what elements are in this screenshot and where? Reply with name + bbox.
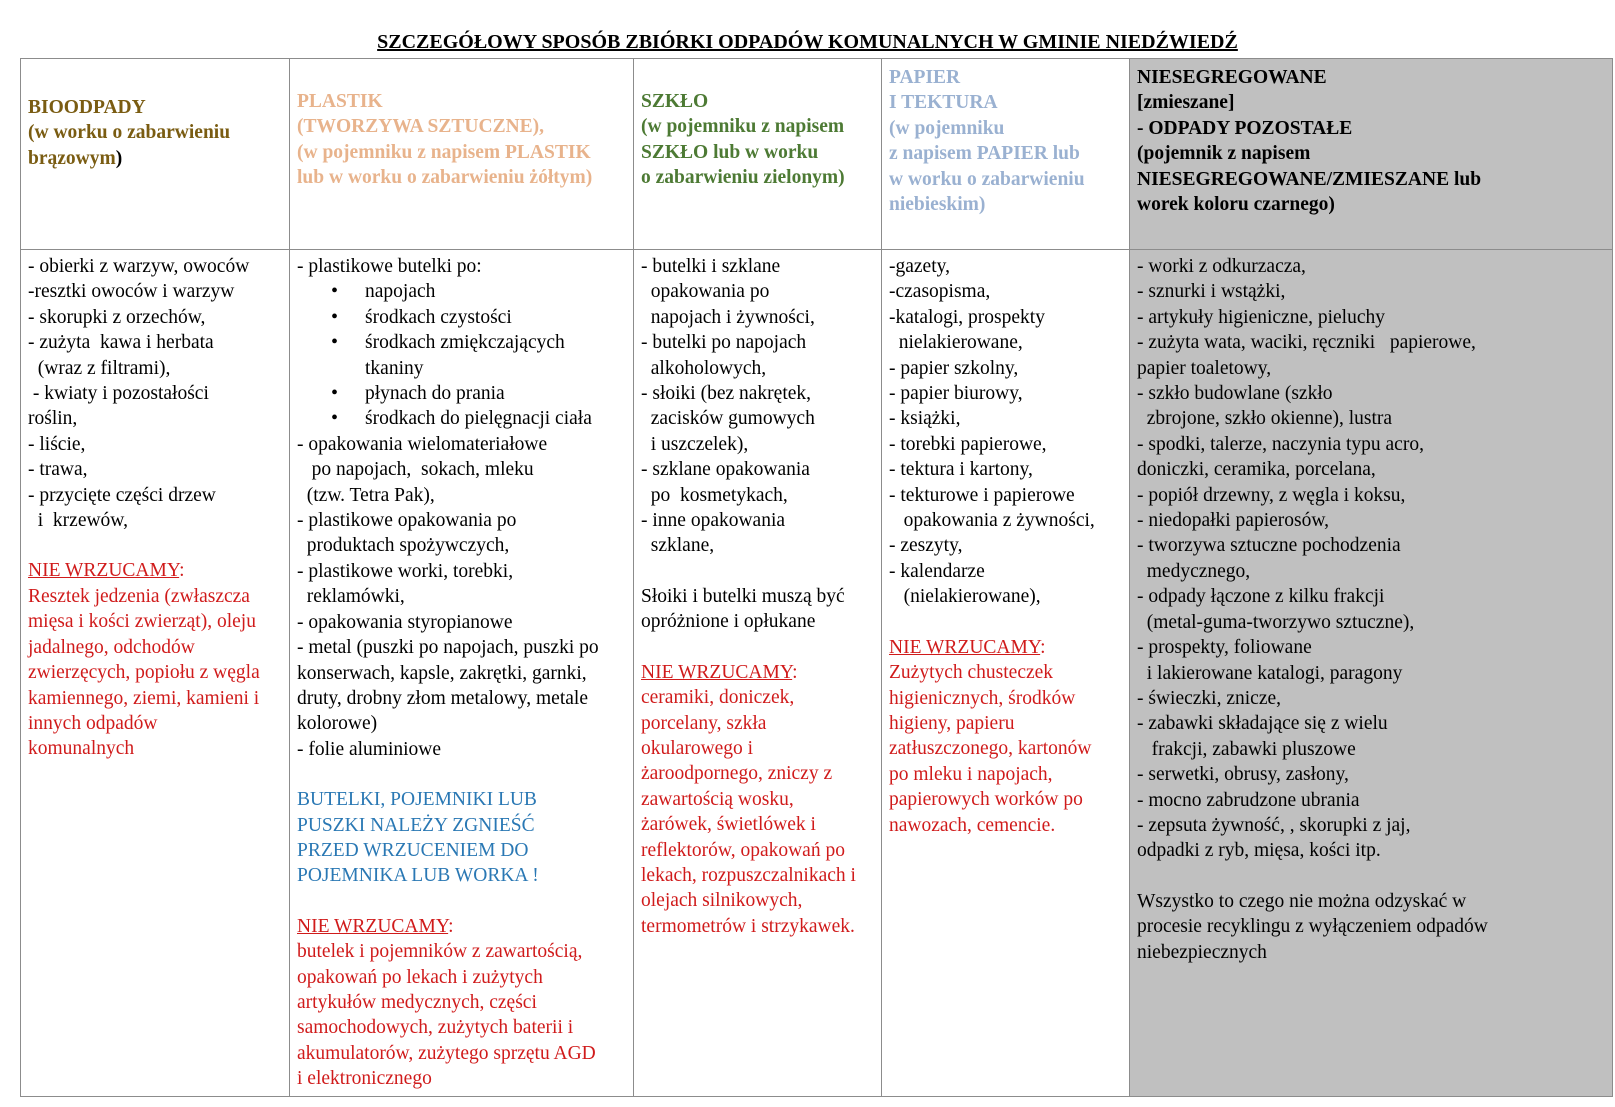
bullet-item: • środkach zmiękczających tkaniny bbox=[365, 330, 627, 381]
not-allowed-line: Resztek jedzenia (zwłaszcza bbox=[28, 585, 250, 607]
list-item: - szklane opakowania bbox=[641, 459, 810, 481]
note-line: PRZED WRZUCENIEM DO bbox=[297, 839, 529, 861]
nieseg-items bbox=[1137, 254, 1606, 864]
szklo-items bbox=[641, 254, 875, 559]
papier-not-allowed-list bbox=[889, 660, 1123, 838]
bullet-item: • płynach do prania bbox=[365, 381, 627, 406]
list-item: - spodki, talerze, naczynia typu acro, bbox=[1137, 433, 1424, 455]
list-item: zacisków gumowych bbox=[641, 408, 815, 430]
list-item: - tworzywa sztuczne pochodzenia bbox=[1137, 535, 1401, 557]
list-item: alkoholowych, bbox=[641, 357, 767, 379]
header-szklo-line: SZKŁO bbox=[641, 91, 709, 112]
list-item: - butelki po napojach bbox=[641, 332, 807, 354]
list-item: - butelki i szklane bbox=[641, 256, 781, 277]
content-plastik bbox=[290, 250, 634, 1097]
list-item: medycznego, bbox=[1137, 560, 1251, 582]
note-line: Wszystko to czego nie można odzyskać w bbox=[1137, 890, 1467, 912]
note-line: POJEMNIKA LUB WORKA ! bbox=[297, 865, 539, 887]
list-item: - trawa, bbox=[28, 459, 88, 481]
list-item: nielakierowane, bbox=[889, 332, 1023, 354]
header-bio-tail: ) bbox=[115, 147, 123, 169]
list-item: - zabawki składające się z wielu bbox=[1137, 713, 1388, 735]
not-allowed-heading: NIE WRZUCAMY bbox=[28, 560, 180, 582]
not-allowed-line: Zużytych chusteczek bbox=[889, 662, 1054, 684]
not-allowed-colon: : bbox=[1040, 636, 1046, 658]
header-bio-line-text: brązowym bbox=[28, 147, 116, 169]
list-item: - tekturowe i papierowe bbox=[889, 484, 1075, 506]
list-item: - liście, bbox=[28, 433, 86, 455]
plastik-bullets bbox=[297, 279, 627, 431]
list-item: - obierki z warzyw, owoców bbox=[28, 256, 250, 277]
header-papier-line: (w pojemniku bbox=[889, 117, 1005, 139]
list-item: - sznurki i wstążki, bbox=[1137, 281, 1286, 303]
not-allowed-line: żaroodpornego, zniczy z bbox=[641, 763, 833, 785]
list-item: - papier biurowy, bbox=[889, 383, 1023, 405]
list-item: - skorupki z orzechów, bbox=[28, 306, 206, 328]
list-item: -katalogi, prospekty bbox=[889, 306, 1045, 328]
header-papier bbox=[882, 59, 1130, 250]
nieseg-note bbox=[1137, 889, 1606, 965]
list-item: po kosmetykach, bbox=[641, 484, 788, 506]
not-allowed-line: papierowych worków po bbox=[889, 789, 1083, 811]
list-item: - mocno zabrudzone ubrania bbox=[1137, 789, 1360, 811]
list-item: i lakierowane katalogi, paragony bbox=[1137, 662, 1403, 684]
not-allowed-line: zawartością wosku, bbox=[641, 788, 794, 810]
list-item: doniczki, ceramika, porcelana, bbox=[1137, 459, 1376, 481]
list-item: frakcji, zabawki pluszowe bbox=[1137, 738, 1356, 760]
header-nieseg bbox=[1130, 59, 1613, 250]
list-item: - plastikowe opakowania po bbox=[297, 510, 517, 532]
list-item: - metal (puszki po napojach, puszki po bbox=[297, 637, 599, 659]
not-allowed-line: nawozach, cemencie. bbox=[889, 814, 1056, 836]
list-item: opakowania z żywności, bbox=[889, 510, 1095, 532]
header-bio-line bbox=[28, 146, 283, 171]
bio-not-allowed-label bbox=[28, 558, 283, 583]
bio-items bbox=[28, 254, 283, 533]
list-item: - popiół drzewny, z węgla i koksu, bbox=[1137, 484, 1406, 506]
list-item: (nielakierowane), bbox=[889, 586, 1041, 608]
list-item: - tektura i kartony, bbox=[889, 459, 1033, 481]
bullet-item: • napojach bbox=[365, 279, 627, 304]
list-item: - odpady łączone z kilku frakcji bbox=[1137, 586, 1385, 608]
list-item: - torebki papierowe, bbox=[889, 433, 1047, 455]
not-allowed-line: kamiennego, ziemi, kamieni i bbox=[28, 687, 260, 709]
not-allowed-line: i elektronicznego bbox=[297, 1068, 432, 1090]
content-bio bbox=[21, 250, 290, 1097]
list-item: - słoiki (bez nakrętek, bbox=[641, 383, 812, 405]
page-title: SZCZEGÓŁOWY SPOSÓB ZBIÓRKI ODPADÓW KOMUNALNYCH W GMINIE NIEDŹWIEDŹ bbox=[377, 31, 1238, 53]
not-allowed-line: innych odpadów bbox=[28, 712, 158, 734]
header-nieseg-line: (pojemnik z napisem bbox=[1137, 143, 1311, 165]
szklo-not-allowed-list bbox=[641, 685, 875, 939]
waste-table bbox=[20, 58, 1613, 1097]
not-allowed-line: artykułów medycznych, części bbox=[297, 991, 537, 1013]
list-item: zbrojone, szkło okienne), lustra bbox=[1137, 408, 1393, 430]
papier-not-allowed-label bbox=[889, 635, 1123, 660]
list-item: -resztki owoców i warzyw bbox=[28, 281, 235, 303]
not-allowed-line: opakowań po lekach i zużytych bbox=[297, 966, 543, 988]
list-item: - zeszyty, bbox=[889, 535, 963, 557]
header-bio bbox=[21, 59, 290, 250]
list-item: (wraz z filtrami), bbox=[28, 357, 171, 379]
header-nieseg-line: [zmieszane] bbox=[1137, 92, 1235, 114]
not-allowed-colon: : bbox=[179, 560, 185, 582]
header-nieseg-line: NIESEGREGOWANE bbox=[1137, 67, 1327, 88]
list-item: - przycięte części drzew bbox=[28, 484, 216, 506]
not-allowed-line: komunalnych bbox=[28, 738, 135, 760]
not-allowed-line: po mleku i napojach, bbox=[889, 763, 1053, 785]
list-item: - zużyta kawa i herbata bbox=[28, 332, 214, 354]
not-allowed-line: higieny, papieru bbox=[889, 712, 1015, 734]
list-item: - książki, bbox=[889, 408, 961, 430]
list-item: szklane, bbox=[641, 535, 715, 557]
content-papier bbox=[882, 250, 1130, 1097]
list-item: - zepsuta żywność, , skorupki z jaj, bbox=[1137, 814, 1411, 836]
content-szklo bbox=[634, 250, 882, 1097]
list-item: - prospekty, foliowane bbox=[1137, 637, 1312, 659]
not-allowed-line: okularowego i bbox=[641, 737, 754, 759]
bullet-item: • środkach czystości bbox=[365, 305, 627, 330]
header-papier-line: PAPIER bbox=[889, 67, 961, 88]
list-item: - folie aluminiowe bbox=[297, 738, 442, 760]
plastik-intro: - plastikowe butelki po: bbox=[297, 256, 482, 277]
list-item: produktach spożywczych, bbox=[297, 535, 510, 557]
content-nieseg bbox=[1130, 250, 1613, 1097]
list-item: - niedopałki papierosów, bbox=[1137, 510, 1330, 532]
list-item: - plastikowe worki, torebki, bbox=[297, 560, 514, 582]
list-item: - inne opakowania bbox=[641, 510, 786, 532]
header-szklo-line: (w pojemniku z napisem bbox=[641, 116, 845, 138]
list-item: i krzewów, bbox=[28, 510, 128, 532]
list-item: napojach i żywności, bbox=[641, 306, 815, 328]
not-allowed-heading: NIE WRZUCAMY bbox=[641, 661, 793, 683]
header-nieseg-line: NIESEGREGOWANE/ZMIESZANE lub bbox=[1137, 168, 1482, 190]
not-allowed-line: akumulatorów, zużytego sprzętu AGD bbox=[297, 1042, 596, 1064]
not-allowed-line: olejach silnikowych, bbox=[641, 890, 803, 912]
plastik-not-allowed-label bbox=[297, 914, 627, 939]
header-plastik bbox=[290, 59, 634, 250]
plastik-note bbox=[297, 787, 627, 889]
list-item: - szkło budowlane (szkło bbox=[1137, 383, 1333, 405]
list-item: - kwiaty i pozostałości bbox=[28, 383, 209, 405]
header-szklo-line: SZKŁO lub w worku bbox=[641, 141, 819, 163]
list-item: po napojach, sokach, mleku bbox=[297, 459, 534, 481]
not-allowed-line: higienicznych, środków bbox=[889, 687, 1076, 709]
bullet-item: • środkach do pielęgnacji ciała bbox=[365, 406, 627, 431]
content-row bbox=[21, 250, 1613, 1097]
not-allowed-line: termometrów i strzykawek. bbox=[641, 915, 855, 937]
note-line: BUTELKI, POJEMNIKI LUB bbox=[297, 789, 537, 811]
not-allowed-line: żarówek, świetlówek i bbox=[641, 814, 816, 836]
not-allowed-line: reflektorów, opakowań po bbox=[641, 839, 845, 861]
szklo-note bbox=[641, 584, 875, 635]
note-line: opróżnione i opłukane bbox=[641, 611, 816, 633]
header-plastik-line: (TWORZYWA SZTUCZNE), bbox=[297, 116, 545, 138]
header-nieseg-line: - ODPADY POZOSTAŁE bbox=[1137, 117, 1353, 139]
list-item: -gazety, bbox=[889, 256, 950, 277]
list-item: papier toaletowy, bbox=[1137, 357, 1272, 379]
bio-not-allowed-list bbox=[28, 584, 283, 762]
papier-items bbox=[889, 254, 1123, 610]
header-bio-line: (w worku o zabarwieniu bbox=[28, 122, 231, 144]
not-allowed-line: jadalnego, odchodów bbox=[28, 636, 195, 658]
list-item: - serwetki, obrusy, zasłony, bbox=[1137, 764, 1349, 786]
header-papier-line: I TEKTURA bbox=[889, 92, 998, 114]
list-item: - opakowania wielomateriałowe bbox=[297, 433, 548, 455]
note-line: Słoiki i butelki muszą być bbox=[641, 585, 845, 607]
not-allowed-line: zwierzęcych, popiołu z węgla bbox=[28, 662, 260, 684]
list-item: - kalendarze bbox=[889, 560, 985, 582]
list-item: - artykuły higieniczne, pieluchy bbox=[1137, 306, 1385, 328]
header-plastik-line: PLASTIK bbox=[297, 91, 383, 112]
not-allowed-colon: : bbox=[448, 915, 454, 937]
list-item: - papier szkolny, bbox=[889, 357, 1019, 379]
list-item: -czasopisma, bbox=[889, 281, 991, 303]
list-item: kolorowe) bbox=[297, 713, 378, 735]
list-item: - zużyta wata, waciki, ręczniki papierowe, bbox=[1137, 332, 1476, 354]
not-allowed-line: mięsa i kości zwierząt), oleju bbox=[28, 611, 256, 633]
header-szklo-line: o zabarwieniu zielonym) bbox=[641, 167, 845, 189]
header-nieseg-line: worek koloru czarnego) bbox=[1137, 194, 1335, 216]
header-papier-line: niebieskim) bbox=[889, 194, 986, 216]
plastik-items bbox=[297, 432, 627, 762]
list-item: druty, drobny złom metalowy, metale bbox=[297, 687, 588, 709]
list-item: - worki z odkurzacza, bbox=[1137, 256, 1306, 277]
not-allowed-heading: NIE WRZUCAMY bbox=[889, 636, 1041, 658]
header-szklo bbox=[634, 59, 882, 250]
list-item: odpadki z ryb, mięsa, kości itp. bbox=[1137, 840, 1381, 862]
header-papier-line: w worku o zabarwieniu bbox=[889, 168, 1085, 190]
szklo-not-allowed-label bbox=[641, 660, 875, 685]
plastik-not-allowed-list bbox=[297, 939, 627, 1091]
note-line: procesie recyklingu z wyłączeniem odpadów bbox=[1137, 916, 1488, 938]
list-item: i uszczelek), bbox=[641, 433, 749, 455]
header-plastik-line: (w pojemniku z napisem PLASTIK bbox=[297, 141, 591, 163]
list-item: roślin, bbox=[28, 408, 78, 430]
not-allowed-heading: NIE WRZUCAMY bbox=[297, 915, 449, 937]
header-bio-line: BIOODPADY bbox=[28, 97, 146, 118]
note-line: PUSZKI NALEŻY ZGNIEŚĆ bbox=[297, 814, 535, 836]
not-allowed-line: zatłuszczonego, kartonów bbox=[889, 738, 1092, 760]
not-allowed-line: ceramiki, doniczek, bbox=[641, 687, 795, 709]
list-item: - świeczki, znicze, bbox=[1137, 687, 1282, 709]
list-item: (tzw. Tetra Pak), bbox=[297, 484, 435, 506]
not-allowed-line: porcelany, szkła bbox=[641, 712, 767, 734]
list-item: (metal-guma-tworzywo sztuczne), bbox=[1137, 611, 1415, 633]
not-allowed-line: butelek i pojemników z zawartością, bbox=[297, 941, 583, 963]
list-item: opakowania po bbox=[641, 281, 770, 303]
list-item: konserwach, kapsle, zakrętki, garnki, bbox=[297, 662, 587, 684]
not-allowed-line: samochodowych, zużytych baterii i bbox=[297, 1017, 574, 1039]
not-allowed-colon: : bbox=[792, 661, 798, 683]
not-allowed-line: lekach, rozpuszczalnikach i bbox=[641, 864, 856, 886]
header-plastik-line: lub w worku o zabarwieniu żółtym) bbox=[297, 167, 593, 189]
list-item: reklamówki, bbox=[297, 586, 405, 608]
header-papier-line: z napisem PAPIER lub bbox=[889, 143, 1080, 165]
header-row bbox=[21, 59, 1613, 250]
list-item: - opakowania styropianowe bbox=[297, 611, 513, 633]
note-line: niebezpiecznych bbox=[1137, 941, 1267, 963]
